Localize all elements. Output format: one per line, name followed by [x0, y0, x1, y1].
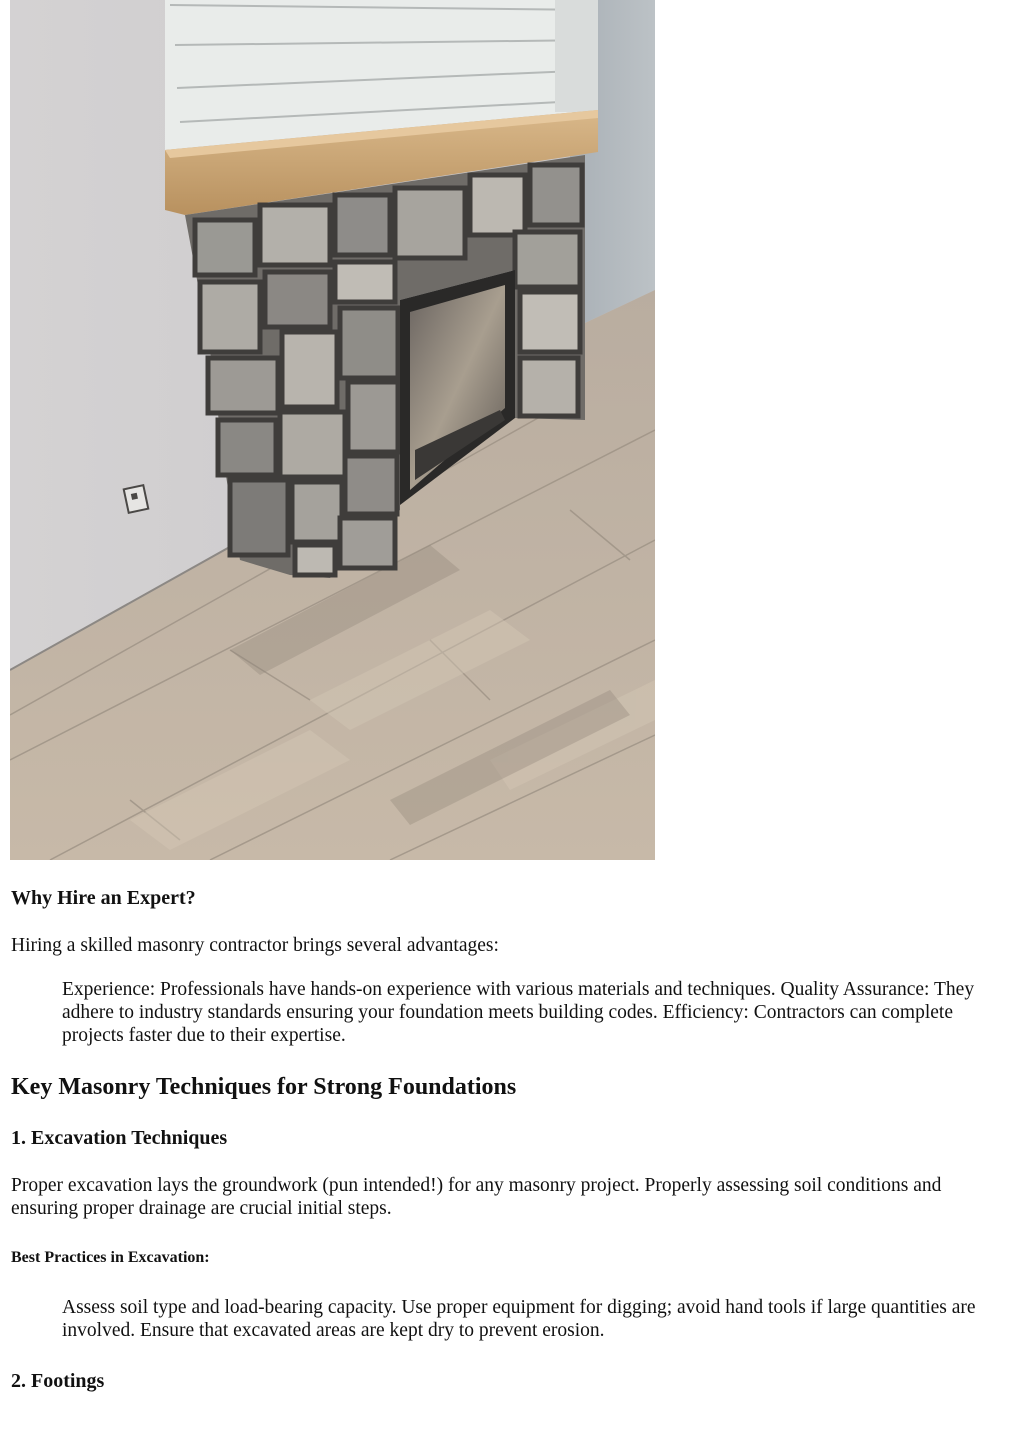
heading-footings: 2. Footings	[11, 1370, 105, 1392]
fireplace-photo	[10, 0, 655, 860]
best-practices-list: Assess soil type and load-bearing capacity. Use proper equipment for digging; avoid hand tools if large quantities are involved. Ensure that excavated areas are kept dry to prevent erosion.	[62, 1297, 976, 1341]
heading-key-techniques: Key Masonry Techniques for Strong Foundations	[11, 1074, 517, 1100]
excavation-body: Proper excavation lays the groundwork (pun intended!) for any masonry project. Properly assessing soil conditions and ensuring proper drainage are crucial initial steps.	[11, 1175, 942, 1219]
heading-why-hire: Why Hire an Expert?	[11, 887, 196, 909]
why-hire-intro: Hiring a skilled masonry contractor brings several advantages:	[11, 935, 499, 956]
article-content	[11, 884, 1011, 1395]
why-hire-list: Experience: Professionals have hands-on experience with various materials and techniques. Quality Assurance: They adhere to industry standards ensuring your foundation meets building codes. Efficiency: Contractors can complete projects faster due to their expertise.	[62, 979, 975, 1046]
heading-excavation: 1. Excavation Techniques	[11, 1127, 228, 1149]
heading-best-practices: Best Practices in Excavation:	[11, 1249, 210, 1266]
